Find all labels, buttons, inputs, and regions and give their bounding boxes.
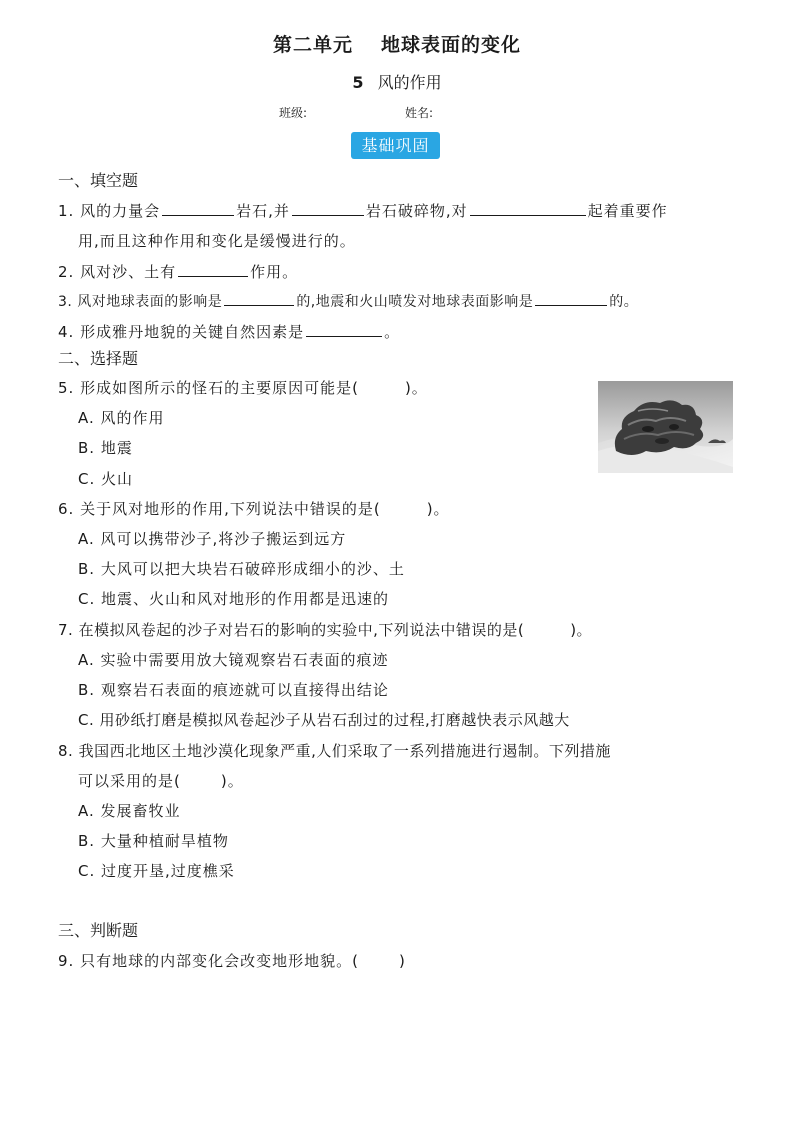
question-8-stem-line-1: 8. 我国西北地区土地沙漠化现象严重,人们采取了一系列措施进行遏制。下列措施 xyxy=(58,742,611,760)
question-7-option-c[interactable]: C. 用砂纸打磨是模拟风卷起沙子从岩石刮过的过程,打磨越快表示风越大 xyxy=(78,711,570,729)
answer-blank[interactable] xyxy=(292,201,364,216)
question-6-option-b[interactable]: B. 大风可以把大块岩石破碎形成细小的沙、土 xyxy=(78,560,405,578)
question-6-option-c[interactable]: C. 地震、火山和风对地形的作用都是迅速的 xyxy=(78,590,390,608)
lesson-number: 5 xyxy=(352,73,364,92)
question-2: 2. 风对沙、土有 作用。 xyxy=(58,263,299,281)
question-8-option-a[interactable]: A. 发展畜牧业 xyxy=(78,802,181,820)
question-5-stem: 5. 形成如图所示的怪石的主要原因可能是( )。 xyxy=(58,379,428,397)
answer-blank[interactable] xyxy=(178,262,248,277)
answer-blank[interactable] xyxy=(162,201,234,216)
unit-label: 第二单元 xyxy=(272,34,353,56)
question-7-stem: 7. 在模拟风卷起的沙子对岩石的影响的实验中,下列说法中错误的是( )。 xyxy=(58,621,593,639)
section-fill-blank: 一、填空题 xyxy=(58,171,139,190)
question-8-option-c[interactable]: C. 过度开垦,过度樵采 xyxy=(78,862,235,880)
name-label: 姓名: xyxy=(405,106,434,120)
question-5-option-a[interactable]: A. 风的作用 xyxy=(78,409,165,427)
answer-blank[interactable] xyxy=(306,322,382,337)
question-5-option-b[interactable]: B. 地震 xyxy=(78,439,133,457)
wind-eroded-rock-photo xyxy=(598,381,733,473)
question-7-option-b[interactable]: B. 观察岩石表面的痕迹就可以直接得出结论 xyxy=(78,681,389,699)
question-1-line-2: 用,而且这种作用和变化是缓慢进行的。 xyxy=(78,232,356,250)
unit-title xyxy=(0,30,794,57)
question-5-option-c[interactable]: C. 火山 xyxy=(78,470,134,488)
lesson-title xyxy=(0,70,794,93)
answer-blank[interactable] xyxy=(224,291,294,306)
question-8-option-b[interactable]: B. 大量种植耐旱植物 xyxy=(78,832,229,850)
question-6-stem: 6. 关于风对地形的作用,下列说法中错误的是( )。 xyxy=(58,500,450,518)
basic-consolidation-badge: 基础巩固 xyxy=(351,132,440,159)
class-label: 班级: xyxy=(279,106,308,120)
wind-eroded-rock-image xyxy=(598,381,733,473)
question-8-stem-line-2: 可以采用的是( )。 xyxy=(78,772,244,790)
answer-blank[interactable] xyxy=(470,201,586,216)
question-6-option-a[interactable]: A. 风可以携带沙子,将沙子搬运到远方 xyxy=(78,530,347,548)
question-1-line-1: 1. 风的力量会 岩石,并 岩石破碎物,对 起着重要作 xyxy=(58,202,668,220)
section-true-false: 三、判断题 xyxy=(58,921,139,940)
unit-topic: 地球表面的变化 xyxy=(381,34,522,56)
question-3: 3. 风对地球表面的影响是 的,地震和火山喷发对地球表面影响是 的。 xyxy=(58,291,638,311)
question-7-option-a[interactable]: A. 实验中需要用放大镜观察岩石表面的痕迹 xyxy=(78,651,389,669)
answer-blank[interactable] xyxy=(535,291,607,306)
lesson-name: 风的作用 xyxy=(377,73,442,92)
section-multiple-choice: 二、选择题 xyxy=(58,349,139,368)
question-9: 9. 只有地球的内部变化会改变地形地貌。( ) xyxy=(58,952,406,970)
question-4: 4. 形成雅丹地貌的关键自然因素是 。 xyxy=(58,323,401,341)
